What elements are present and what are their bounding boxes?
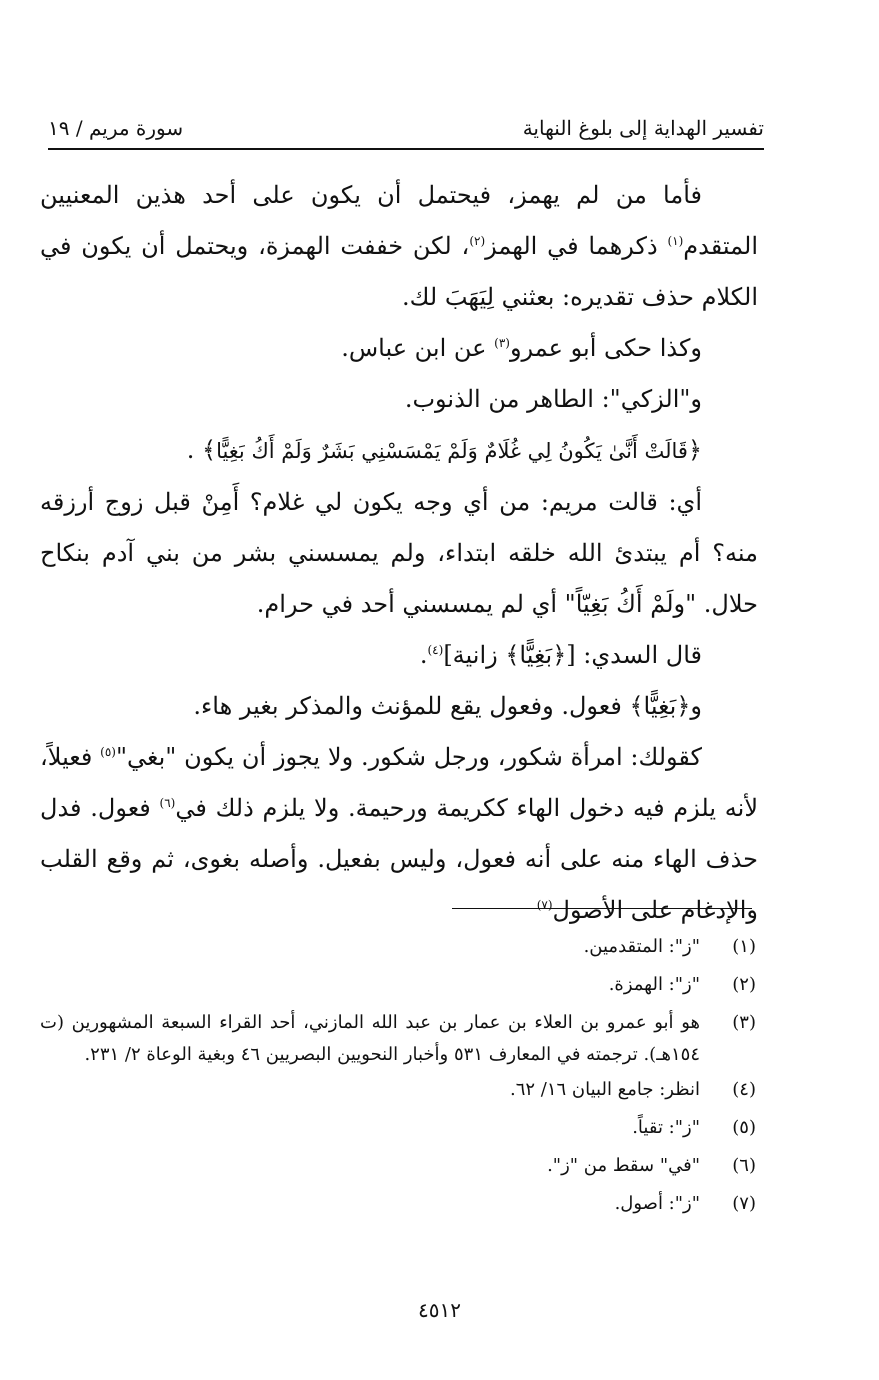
footnote-number: (٣)	[732, 1012, 756, 1033]
footnote-text: "ز": أصول.	[614, 1193, 700, 1214]
footnote-5	[40, 1109, 756, 1147]
footnote-6	[40, 1147, 756, 1185]
footnote-text: هو أبو عمرو بن العلاء بن عمار بن عبد الله المازني، أحد القراء السبعة المشهورين (ت ١٥٤هـ). ترجمته في المعارف ٥٣١ وأخبار النحويين البصريين ٤٦ وبغية الوعاة ٢/ ٢٣١.	[40, 1012, 700, 1065]
running-header	[48, 108, 764, 150]
footnote-2	[40, 966, 756, 1004]
paragraph-6: قال السدي: [﴿بَغِيًّا﴾ زانية]$^{(٤)}$.	[419, 641, 702, 669]
book-title: تفسير الهداية إلى بلوغ النهاية	[522, 116, 764, 140]
footnote-ref-4[interactable]: (٤)	[427, 643, 444, 657]
paragraph-1: فأما من لم يهمز، فيحتمل أن يكون على أحد هذين المعنيين المتقدم$^{(١)}$ ذكرهما في الهمز$^{(٢)}$، لكن خففت الهمزة، ويحتمل أن يكون في الكلام حذف تقديره: بعثني لِيَهَبَ لك.	[40, 181, 758, 311]
footnote-text: "ز": تقياً.	[632, 1117, 700, 1138]
paragraph-7: و﴿بَغِيًّا﴾ فعول. وفعول يقع للمؤنث والمذكر بغير هاء.	[193, 692, 702, 720]
footnote-7	[40, 1185, 756, 1223]
footnote-divider	[452, 908, 752, 909]
footnote-ref-7[interactable]: (٧)	[536, 898, 553, 912]
footnotes	[40, 928, 756, 1223]
paragraph-2: وكذا حكى أبو عمرو$^{(٣)}$ عن ابن عباس.	[341, 334, 702, 362]
surah-chapter-label: سورة مريم / ١٩	[48, 116, 184, 140]
paragraph-5: أي: قالت مريم: من أي وجه يكون لي غلام؟ أَمِنْ قبل زوج أرزقه منه؟ أم يبتدئ الله خلقه ابتداء، ولم يمسسني بشر من بني آدم بنكاح حلال. "ولَمْ أَكُ بَغِيّاً" أي لم يمسسني أحد في حرام.	[40, 488, 758, 618]
footnote-number: (١)	[732, 936, 756, 957]
verse-text: قَالَتْ أَنَّىٰ يَكُونُ لِي غُلَامٌ وَلَمْ يَمْسَسْنِي بَشَرٌ وَلَمْ أَكُ بَغِيًّا	[216, 439, 688, 463]
footnote-1	[40, 928, 756, 966]
footnote-text: انظر: جامع البيان ١٦/ ٦٢.	[509, 1079, 700, 1100]
footnote-text: "في" سقط من "ز".	[547, 1155, 700, 1176]
footnote-3	[40, 1004, 756, 1071]
footnote-ref-2[interactable]: (٢)	[469, 234, 486, 248]
footnote-text: "ز": الهمزة.	[608, 974, 700, 995]
page-number: ٤٥١٢	[418, 1298, 461, 1322]
footnote-ref-3[interactable]: (٣)	[494, 336, 510, 350]
ornate-bracket-open: ﴿	[687, 436, 702, 464]
paragraph-3: و"الزكي": الطاهر من الذنوب.	[404, 385, 702, 413]
footnote-number: (٢)	[732, 974, 756, 995]
quran-verse	[40, 425, 758, 477]
footnote-number: (٦)	[732, 1155, 756, 1176]
footnote-number: (٤)	[732, 1079, 756, 1100]
footnote-ref-1[interactable]: (١)	[667, 234, 684, 248]
ornate-bracket-close: ﴾ .	[186, 436, 217, 464]
footnote-number: (٧)	[732, 1193, 756, 1214]
footnote-number: (٥)	[732, 1117, 756, 1138]
footnote-ref-5[interactable]: (٥)	[100, 745, 116, 759]
paragraph-8: كقولك: امرأة شكور، ورجل شكور. ولا يجوز أن يكون "بغي"$^{(٥)}$ فعيلاً، لأنه يلزم فيه دخول الهاء ككريمة ورحيمة. ولا يلزم ذلك في$^{(٦)}$ فعول. فدل حذف الهاء منه على أنه فعول، وليس بفعيل. وأصله بغوى، ثم وقع القلب والإدغام على الأصول$^{(٧)}$	[40, 743, 759, 924]
footnote-ref-6[interactable]: (٦)	[159, 796, 176, 810]
main-text	[40, 170, 758, 936]
footnote-text: "ز": المتقدمين.	[583, 936, 700, 957]
footnote-4	[40, 1071, 756, 1109]
